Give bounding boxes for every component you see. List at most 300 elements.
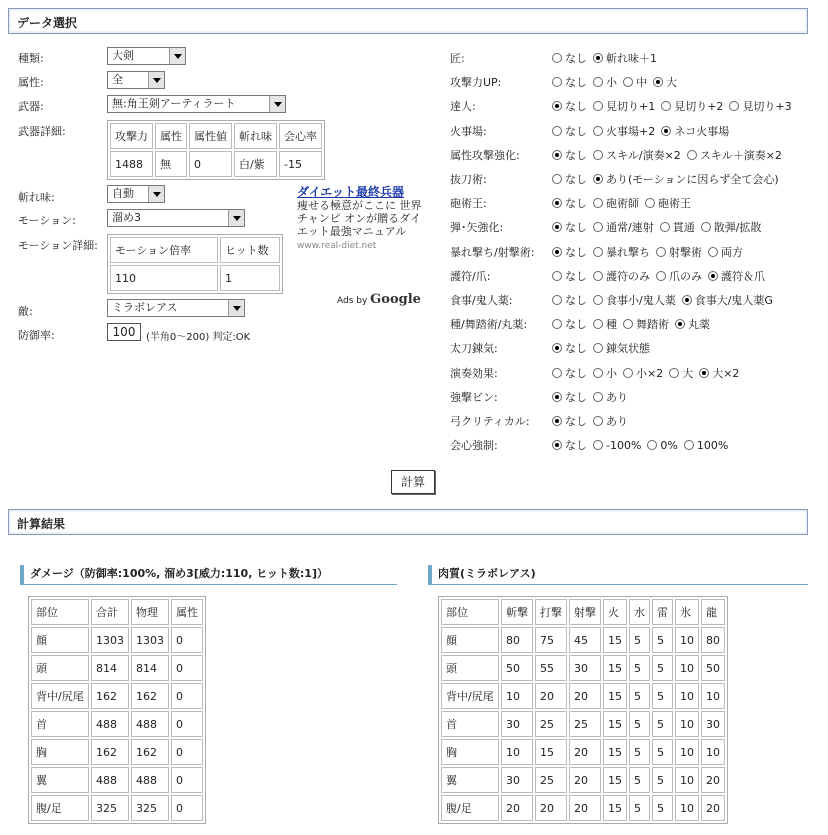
motion-select-value: 溜め3 xyxy=(112,211,141,224)
table-cell: 10 xyxy=(701,683,725,709)
element-label: 属性: xyxy=(18,76,44,89)
radio-option[interactable] xyxy=(675,316,710,332)
radio-option[interactable] xyxy=(593,195,639,211)
radio-option[interactable] xyxy=(552,413,587,429)
table-cell: 30 xyxy=(501,767,533,793)
radio-option[interactable] xyxy=(687,147,782,163)
radio-button-icon[interactable] xyxy=(552,343,562,353)
radio-button-icon[interactable] xyxy=(653,77,663,87)
table-cell: 15 xyxy=(603,655,627,681)
radio-option-label: なし xyxy=(565,148,587,162)
text-ad xyxy=(297,186,422,253)
radio-button-icon[interactable] xyxy=(593,271,603,281)
radio-option[interactable] xyxy=(593,292,676,308)
radio-option[interactable] xyxy=(552,389,587,405)
radio-option[interactable] xyxy=(669,365,693,381)
table-cell: 325 xyxy=(131,795,169,821)
radio-option[interactable] xyxy=(593,74,617,90)
radio-button-icon[interactable] xyxy=(593,247,603,257)
radio-option-label: なし xyxy=(565,366,587,380)
table-cell: 0 xyxy=(171,711,203,737)
defense-input[interactable]: 100 xyxy=(107,323,141,341)
radio-button-icon[interactable] xyxy=(708,271,718,281)
motion-select[interactable] xyxy=(107,209,245,227)
radio-button-icon[interactable] xyxy=(593,198,603,208)
radio-option-label: 爪のみ xyxy=(669,269,702,283)
radio-button-icon[interactable] xyxy=(552,101,562,111)
radio-option[interactable] xyxy=(593,437,641,453)
skill-radio-group xyxy=(552,244,749,260)
data-select-header xyxy=(8,8,808,34)
skill-label: 暴れ撃ち/射撃術: xyxy=(450,245,535,259)
ad-title-link[interactable]: ダイエット最終兵器 xyxy=(297,185,405,199)
type-label: 種類: xyxy=(18,52,44,65)
radio-button-icon[interactable] xyxy=(552,416,562,426)
chevron-down-icon xyxy=(228,210,244,226)
table-cell: 15 xyxy=(603,711,627,737)
radio-option-label: -100% xyxy=(606,438,642,452)
table-row xyxy=(441,739,725,765)
radio-option[interactable] xyxy=(656,268,702,284)
skill-radio-group xyxy=(552,98,798,114)
radio-option-label: 丸薬 xyxy=(688,318,710,332)
table-row xyxy=(31,655,203,681)
radio-option[interactable] xyxy=(682,292,773,308)
table-cell: 30 xyxy=(701,711,725,737)
radio-button-icon[interactable] xyxy=(552,150,562,160)
enemy-select[interactable] xyxy=(107,299,245,317)
radio-option[interactable] xyxy=(708,268,765,284)
radio-option[interactable] xyxy=(699,365,739,381)
table-header-row xyxy=(441,599,725,625)
table-cell: 325 xyxy=(91,795,129,821)
table-cell: 5 xyxy=(629,739,650,765)
table-cell: 0 xyxy=(171,767,203,793)
radio-button-icon[interactable] xyxy=(552,368,562,378)
radio-option[interactable] xyxy=(552,365,587,381)
radio-button-icon[interactable] xyxy=(593,416,603,426)
table-cell: 腹/足 xyxy=(31,795,89,821)
radio-option-label: 射撃術 xyxy=(669,245,702,259)
table-cell: 顔 xyxy=(31,627,89,653)
table-cell: 5 xyxy=(652,739,673,765)
table-cell: 5 xyxy=(652,711,673,737)
radio-option[interactable] xyxy=(552,123,587,139)
radio-button-icon[interactable] xyxy=(661,101,671,111)
table-header-cell: 斬れ味 xyxy=(234,123,277,149)
skill-label: 弾･矢強化: xyxy=(450,221,504,235)
table-header-cell: 斬撃 xyxy=(501,599,533,625)
weapon-select-value: 無:角王剣アーティラート xyxy=(112,97,236,110)
table-cell: 胸 xyxy=(441,739,499,765)
radio-button-icon[interactable] xyxy=(729,101,739,111)
table-cell: 10 xyxy=(675,683,699,709)
type-select[interactable] xyxy=(107,47,186,65)
radio-option[interactable] xyxy=(647,437,677,453)
radio-button-icon[interactable] xyxy=(552,198,562,208)
table-cell: -15 xyxy=(279,151,322,177)
radio-option[interactable] xyxy=(552,437,587,453)
table-cell: 15 xyxy=(535,739,567,765)
table-header-cell: 属性 xyxy=(155,123,187,149)
table-row xyxy=(441,683,725,709)
skill-label: 弓クリティカル: xyxy=(450,415,530,428)
radio-option-label: 大 xyxy=(666,76,677,90)
radio-button-icon[interactable] xyxy=(593,174,603,184)
skill-label: 演奏効果: xyxy=(450,366,498,380)
table-header-cell: 物理 xyxy=(131,599,169,625)
radio-option-label: 護符のみ xyxy=(606,269,650,283)
skill-radio-group xyxy=(552,147,788,163)
chevron-down-icon xyxy=(169,48,185,64)
radio-option[interactable] xyxy=(552,316,587,332)
chevron-down-icon xyxy=(148,72,164,88)
radio-option[interactable] xyxy=(552,74,587,90)
radio-option[interactable] xyxy=(552,244,587,260)
sharpness-select-value: 自動 xyxy=(112,187,134,200)
table-cell: 頭 xyxy=(441,655,499,681)
radio-option-label: なし xyxy=(565,415,587,428)
radio-option[interactable] xyxy=(593,365,617,381)
radio-option-label: なし xyxy=(565,76,587,90)
table-row xyxy=(441,655,725,681)
radio-option-label: 通常/連射 xyxy=(606,221,654,235)
radio-option[interactable] xyxy=(593,268,650,284)
radio-option-label: スキル/演奏×2 xyxy=(606,148,681,162)
radio-option-label: 見切り+2 xyxy=(674,100,724,114)
radio-button-icon[interactable] xyxy=(682,295,692,305)
skill-radio-group xyxy=(552,437,734,453)
skill-label: 火事場: xyxy=(450,124,487,138)
radio-button-icon[interactable] xyxy=(552,392,562,402)
radio-button-icon[interactable] xyxy=(699,368,709,378)
skill-label: 達人: xyxy=(450,100,476,114)
radio-button-icon[interactable] xyxy=(593,368,603,378)
table-cell: 488 xyxy=(131,767,169,793)
skill-radio-group xyxy=(552,50,663,66)
radio-option-label: 中 xyxy=(636,76,647,90)
radio-option-label: なし xyxy=(565,342,587,356)
skill-label: 抜刀術: xyxy=(450,173,487,186)
table-header-cell: 部位 xyxy=(31,599,89,625)
radio-button-icon[interactable] xyxy=(701,222,711,232)
table-cell: 0 xyxy=(171,683,203,709)
radio-option-label: なし xyxy=(565,100,587,114)
radio-option-label: あり(モーションに因らず全て会心) xyxy=(606,173,779,186)
table-cell: 50 xyxy=(501,655,533,681)
table-cell: 翼 xyxy=(31,767,89,793)
radio-button-icon[interactable] xyxy=(552,126,562,136)
weapon-label: 武器: xyxy=(18,100,44,113)
table-cell: 10 xyxy=(675,795,699,821)
radio-button-icon[interactable] xyxy=(645,198,655,208)
table-cell: 15 xyxy=(603,683,627,709)
table-row xyxy=(441,711,725,737)
table-header-cell: 打撃 xyxy=(535,599,567,625)
table-cell: 5 xyxy=(652,627,673,653)
table-row xyxy=(31,739,203,765)
radio-option[interactable] xyxy=(552,219,587,235)
defense-label: 防御率: xyxy=(18,329,55,342)
radio-button-icon[interactable] xyxy=(593,343,603,353)
skill-label: 攻撃力UP: xyxy=(450,76,502,90)
radio-option[interactable] xyxy=(623,316,669,332)
radio-option[interactable] xyxy=(593,50,657,66)
chevron-down-icon xyxy=(269,96,285,112)
radio-button-icon[interactable] xyxy=(708,247,718,257)
table-cell: 20 xyxy=(535,683,567,709)
radio-button-icon[interactable] xyxy=(593,222,603,232)
radio-button-icon[interactable] xyxy=(593,440,603,450)
skill-radio-group xyxy=(552,171,785,187)
radio-option-label: あり xyxy=(606,415,628,428)
radio-button-icon[interactable] xyxy=(669,368,679,378)
table-header-cell: 氷 xyxy=(675,599,699,625)
weapon-detail-table xyxy=(107,120,325,180)
table-cell: 胸 xyxy=(31,739,89,765)
table-cell: 10 xyxy=(501,739,533,765)
table-cell: 5 xyxy=(629,711,650,737)
radio-option[interactable] xyxy=(593,123,655,139)
results-header xyxy=(8,509,808,535)
table-header-cell: 水 xyxy=(629,599,650,625)
radio-option[interactable] xyxy=(552,98,587,114)
radio-button-icon[interactable] xyxy=(552,77,562,87)
radio-button-icon[interactable] xyxy=(552,174,562,184)
table-cell: 5 xyxy=(652,683,673,709)
table-row xyxy=(110,151,322,177)
radio-option-label: 0% xyxy=(660,438,678,452)
radio-button-icon[interactable] xyxy=(623,77,633,87)
radio-option[interactable] xyxy=(623,365,663,381)
skill-label: 強撃ビン: xyxy=(450,390,498,404)
radio-option[interactable] xyxy=(708,244,743,260)
radio-button-icon[interactable] xyxy=(656,271,666,281)
table-cell: 15 xyxy=(603,767,627,793)
table-cell: 首 xyxy=(31,711,89,737)
radio-option[interactable] xyxy=(593,219,654,235)
table-cell: 110 xyxy=(110,265,218,291)
table-row xyxy=(31,627,203,653)
radio-button-icon[interactable] xyxy=(623,368,633,378)
radio-option-label: 食事大/鬼人薬G xyxy=(694,294,773,307)
radio-option[interactable] xyxy=(552,292,587,308)
type-select-value: 大剣 xyxy=(112,49,134,62)
skill-label: 砲術王: xyxy=(450,197,487,211)
radio-option-label: 小×2 xyxy=(636,366,664,380)
ads-by-label: Ads by xyxy=(337,296,371,306)
table-cell: 162 xyxy=(131,683,169,709)
radio-option[interactable] xyxy=(552,195,587,211)
radio-option[interactable] xyxy=(593,98,655,114)
motion-detail-label: モーション詳細: xyxy=(18,239,98,252)
radio-button-icon[interactable] xyxy=(593,77,603,87)
table-cell: 白/紫 xyxy=(234,151,277,177)
table-header-row xyxy=(110,123,322,149)
calculate-button[interactable]: 計算 xyxy=(391,470,435,494)
radio-option[interactable] xyxy=(701,219,762,235)
skill-radio-group xyxy=(552,292,779,308)
radio-option[interactable] xyxy=(656,244,702,260)
table-row xyxy=(31,683,203,709)
radio-button-icon[interactable] xyxy=(552,319,562,329)
table-row xyxy=(31,767,203,793)
table-cell: 162 xyxy=(91,739,129,765)
radio-option[interactable] xyxy=(552,50,587,66)
radio-button-icon[interactable] xyxy=(660,222,670,232)
radio-option[interactable] xyxy=(660,219,695,235)
radio-button-icon[interactable] xyxy=(684,440,694,450)
radio-option-label: 食事小/鬼人薬 xyxy=(606,294,676,307)
radio-option[interactable] xyxy=(645,195,691,211)
sharpness-select[interactable] xyxy=(107,185,165,203)
ad-url[interactable]: www.real-diet.net xyxy=(297,241,377,251)
radio-option[interactable] xyxy=(593,389,628,405)
table-cell: 0 xyxy=(189,151,232,177)
skill-label: 太刀錬気: xyxy=(450,342,498,356)
radio-option[interactable] xyxy=(661,98,723,114)
skill-label: 属性攻撃強化: xyxy=(450,148,520,162)
radio-option[interactable] xyxy=(593,171,779,187)
radio-option-label: 砲術師 xyxy=(606,197,639,211)
radio-option-label: なし xyxy=(565,124,587,138)
meat-title: 肉質(ミラボレアス) xyxy=(428,565,808,585)
radio-button-icon[interactable] xyxy=(593,101,603,111)
table-cell: 5 xyxy=(629,767,650,793)
table-header-cell: 雷 xyxy=(652,599,673,625)
radio-button-icon[interactable] xyxy=(552,247,562,257)
radio-button-icon[interactable] xyxy=(593,319,603,329)
table-row xyxy=(441,767,725,793)
radio-button-icon[interactable] xyxy=(647,440,657,450)
radio-option-label: 両方 xyxy=(721,245,743,259)
radio-button-icon[interactable] xyxy=(552,271,562,281)
radio-option[interactable] xyxy=(552,340,587,356)
radio-option[interactable] xyxy=(593,413,628,429)
radio-option[interactable] xyxy=(623,74,647,90)
radio-option[interactable] xyxy=(552,268,587,284)
radio-option[interactable] xyxy=(684,437,728,453)
table-cell: 0 xyxy=(171,795,203,821)
radio-option[interactable] xyxy=(661,123,729,139)
radio-option-label: なし xyxy=(565,173,587,186)
table-header-cell: ヒット数 xyxy=(220,237,280,263)
skill-radio-group xyxy=(552,268,771,284)
data-select-title: データ選択 xyxy=(17,16,78,30)
radio-option-label: 小 xyxy=(606,366,617,380)
motion-detail-table xyxy=(107,234,283,294)
table-header-cell: 火 xyxy=(603,599,627,625)
table-cell: 488 xyxy=(91,767,129,793)
radio-option[interactable] xyxy=(729,98,791,114)
table-cell: 25 xyxy=(535,767,567,793)
table-header-cell: 射撃 xyxy=(569,599,601,625)
radio-option-label: なし xyxy=(565,318,587,332)
radio-button-icon[interactable] xyxy=(552,440,562,450)
skill-label: 匠: xyxy=(450,52,465,65)
table-cell: 顔 xyxy=(441,627,499,653)
radio-option-label: 貫通 xyxy=(672,221,695,235)
results-title: 計算結果 xyxy=(17,517,66,531)
radio-option[interactable] xyxy=(593,244,650,260)
radio-option[interactable] xyxy=(593,147,681,163)
radio-button-icon[interactable] xyxy=(593,295,603,305)
table-cell: 20 xyxy=(569,767,601,793)
radio-option-label: なし xyxy=(565,390,587,404)
table-cell: 20 xyxy=(501,795,533,821)
table-cell: 30 xyxy=(501,711,533,737)
radio-option[interactable] xyxy=(593,316,617,332)
skill-radio-group xyxy=(552,365,745,381)
table-cell: 0 xyxy=(171,655,203,681)
radio-option-label: なし xyxy=(565,439,587,453)
radio-button-icon[interactable] xyxy=(593,150,603,160)
radio-option-label: 暴れ撃ち xyxy=(606,245,650,259)
table-cell: 814 xyxy=(91,655,129,681)
table-cell: 頭 xyxy=(31,655,89,681)
table-cell: 10 xyxy=(501,683,533,709)
meat-table xyxy=(438,596,728,824)
radio-button-icon[interactable] xyxy=(552,295,562,305)
radio-button-icon[interactable] xyxy=(593,392,603,402)
radio-option[interactable] xyxy=(593,340,650,356)
radio-option-label: なし xyxy=(565,221,587,235)
table-cell: 20 xyxy=(569,739,601,765)
table-header-row xyxy=(110,237,280,263)
radio-button-icon[interactable] xyxy=(675,319,685,329)
skill-radio-group xyxy=(552,195,697,211)
table-cell: 1 xyxy=(220,265,280,291)
table-cell: 10 xyxy=(675,767,699,793)
defense-note: (半角0〜200) 判定:OK xyxy=(146,332,251,343)
element-select-value: 全 xyxy=(112,73,123,86)
table-header-cell: 合計 xyxy=(91,599,129,625)
table-cell: 50 xyxy=(701,655,725,681)
table-cell: 162 xyxy=(91,683,129,709)
skill-radio-group xyxy=(552,123,735,139)
radio-button-icon[interactable] xyxy=(552,222,562,232)
table-cell: 10 xyxy=(675,711,699,737)
skill-radio-group xyxy=(552,413,634,429)
radio-button-icon[interactable] xyxy=(593,126,603,136)
chevron-down-icon xyxy=(228,300,244,316)
radio-option[interactable] xyxy=(552,171,587,187)
radio-button-icon[interactable] xyxy=(593,53,603,63)
radio-option-label: 錬気状態 xyxy=(606,342,650,356)
chevron-down-icon xyxy=(148,186,164,202)
radio-button-icon[interactable] xyxy=(661,126,671,136)
table-cell: 30 xyxy=(569,655,601,681)
radio-button-icon[interactable] xyxy=(656,247,666,257)
ads-by-google[interactable] xyxy=(337,292,421,307)
radio-button-icon[interactable] xyxy=(623,319,633,329)
element-select[interactable] xyxy=(107,71,165,89)
radio-button-icon[interactable] xyxy=(552,53,562,63)
radio-button-icon[interactable] xyxy=(687,150,697,160)
motion-label: モーション: xyxy=(18,214,76,227)
skill-radio-group xyxy=(552,219,767,235)
weapon-select[interactable] xyxy=(107,95,286,113)
skill-label: 種/舞踏術/丸薬: xyxy=(450,318,528,332)
table-header-cell: 攻撃力 xyxy=(110,123,153,149)
table-cell: 15 xyxy=(603,739,627,765)
radio-option-label: 100% xyxy=(696,438,729,452)
radio-option[interactable] xyxy=(653,74,677,90)
radio-option[interactable] xyxy=(552,147,587,163)
radio-option-label: 護符＆爪 xyxy=(721,269,765,283)
table-header-cell: 属性値 xyxy=(189,123,232,149)
table-header-cell: 龍 xyxy=(701,599,725,625)
